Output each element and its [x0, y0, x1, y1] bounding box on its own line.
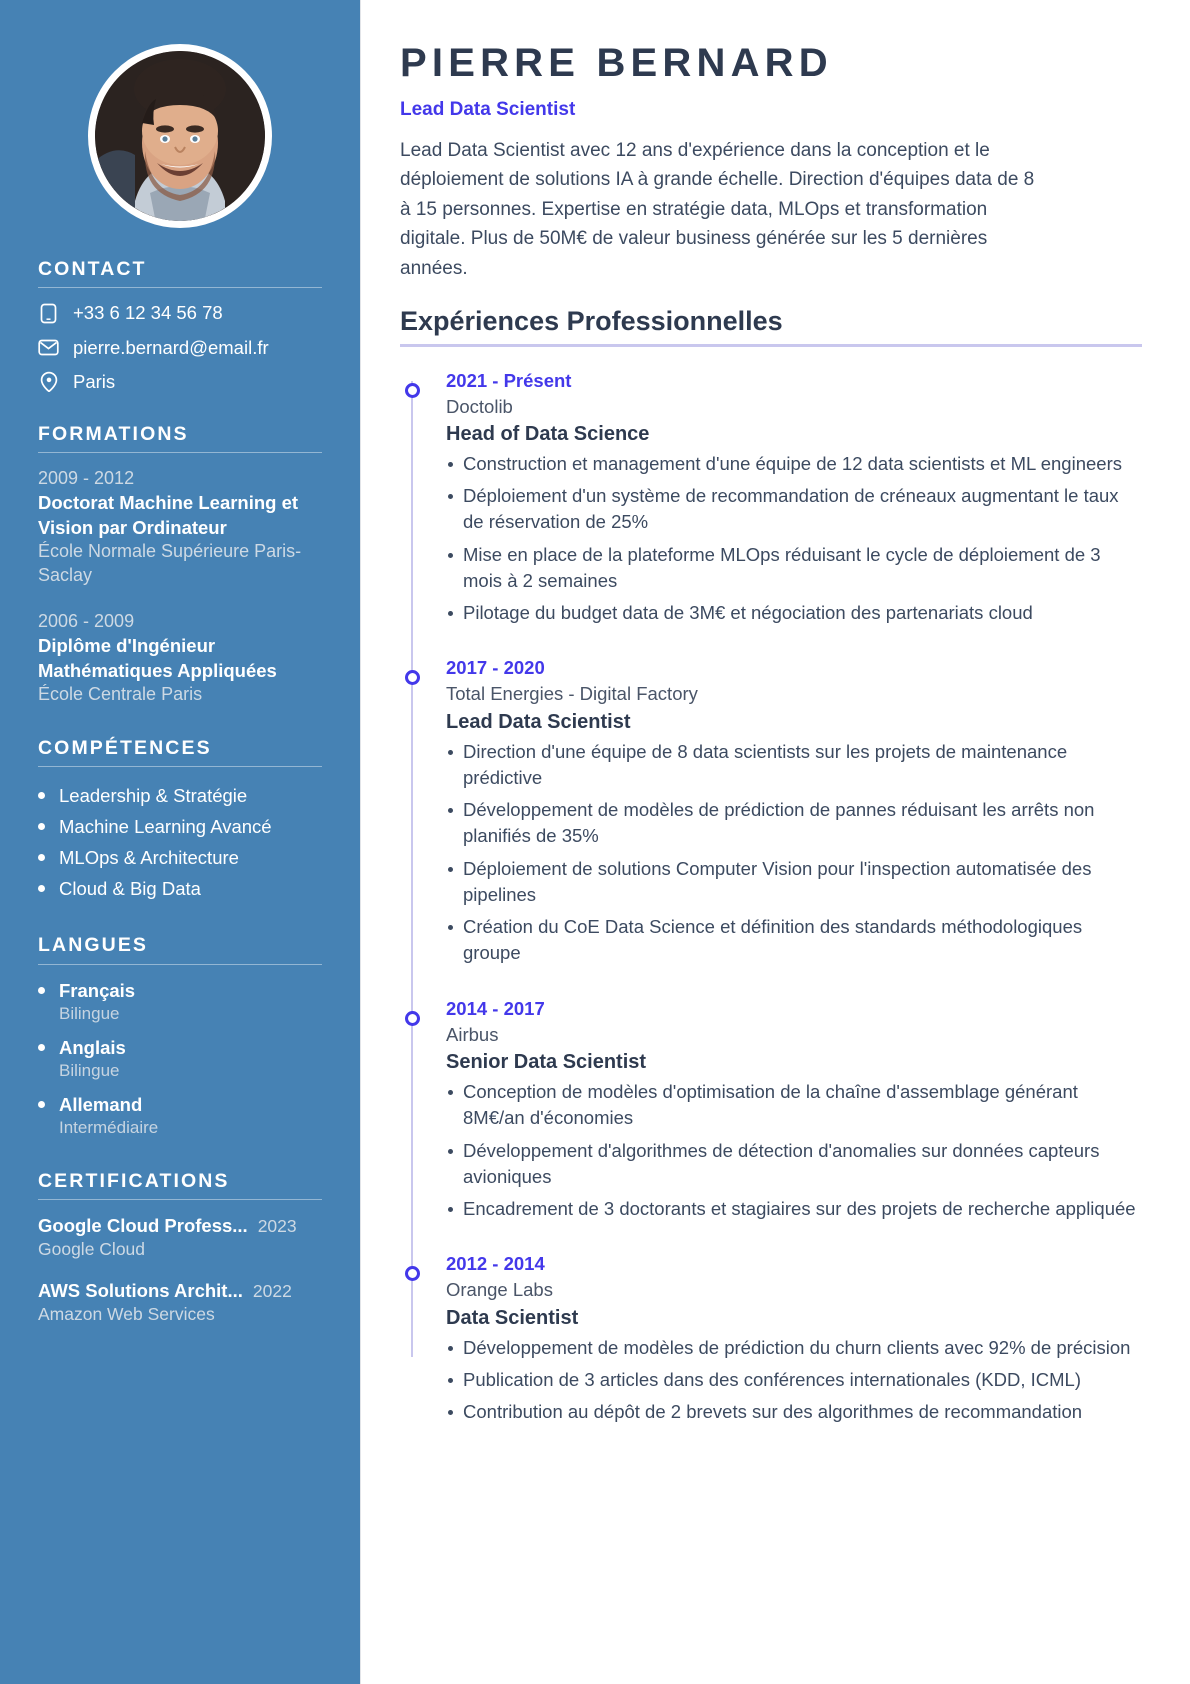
skill-label: Machine Learning Avancé: [59, 816, 272, 838]
experience-bullets: [446, 1335, 1142, 1426]
experience-item: [446, 369, 1142, 627]
experience-company: Airbus: [446, 1023, 499, 1045]
experience-item: [446, 656, 1142, 966]
experience-bullet: Déploiement d'un système de recommandation de créneaux augmentant le taux de réservation de 25%: [446, 483, 1142, 536]
education-item: [38, 610, 322, 707]
experience-title: Head of Data Science: [446, 422, 650, 445]
education-school: École Normale Supérieure Paris-Saclay: [38, 541, 302, 586]
contact-location[interactable]: [38, 371, 322, 393]
education-divider: [38, 452, 322, 453]
contact-divider: [38, 287, 322, 288]
experience-bullet: Mise en place de la plateforme MLOps réduisant le cycle de déploiement de 3 mois à 2 semaines: [446, 542, 1142, 595]
experience-bullet: Développement d'algorithmes de détection d'anomalies sur données capteurs avioniques: [446, 1138, 1142, 1191]
page-title: PIERRE BERNARD: [400, 41, 833, 85]
experience-date: 2012 - 2014: [446, 1253, 545, 1275]
experience-bullet: Création du CoE Data Science et définition des standards méthodologiques groupe: [446, 914, 1142, 967]
experience-company: Orange Labs: [446, 1279, 553, 1301]
experience-bullet: Construction et management d'une équipe de 12 data scientists et ML engineers: [446, 451, 1142, 477]
bullet-icon: [38, 854, 45, 861]
education-school: École Centrale Paris: [38, 684, 203, 705]
certification-issuer: Amazon Web Services: [38, 1304, 215, 1325]
experience-bullet: Développement de modèles de prédiction de pannes réduisant les arrêts non planifiés de 35%: [446, 797, 1142, 850]
language-name: Français: [59, 979, 136, 1001]
experience-title: Senior Data Scientist: [446, 1050, 647, 1073]
certifications-heading: CERTIFICATIONS: [38, 1169, 230, 1192]
skill-item: [38, 812, 322, 843]
education-degree: Doctorat Machine Learning et Vision par Ordinateur: [38, 492, 299, 538]
languages-divider: [38, 964, 322, 965]
skills-heading: COMPÉTENCES: [38, 737, 212, 760]
language-level: Bilingue: [59, 1060, 120, 1080]
experience-bullet: Publication de 3 articles dans des conférences internationales (KDD, ICML): [446, 1367, 1142, 1393]
sidebar-edge-divider: [360, 0, 382, 1684]
email-icon: [38, 337, 59, 358]
contact-section: [38, 258, 322, 393]
experience-bullet: Contribution au dépôt de 2 brevets sur des algorithmes de recommandation: [446, 1399, 1142, 1425]
bullet-icon: [38, 1101, 45, 1108]
experience-bullet: Conception de modèles d'optimisation de la chaîne d'assemblage générant 8M€/an d'économies: [446, 1079, 1142, 1132]
bullet-icon: [38, 885, 45, 892]
education-section: [38, 423, 322, 707]
experience-title: Data Scientist: [446, 1306, 579, 1329]
experience-company: Total Energies - Digital Factory: [446, 683, 698, 705]
experience-date: 2017 - 2020: [446, 657, 545, 679]
experience-bullets: [446, 739, 1142, 967]
experience-bullet: Direction d'une équipe de 8 data scientists sur les projets de maintenance prédictive: [446, 739, 1142, 792]
experience-bullets: [446, 1079, 1142, 1222]
bullet-icon: [38, 987, 45, 994]
education-heading: FORMATIONS: [38, 422, 189, 445]
experience-company: Doctolib: [446, 395, 513, 417]
experience-bullet: Développement de modèles de prédiction du churn clients avec 92% de précision: [446, 1335, 1142, 1361]
contact-heading: CONTACT: [38, 258, 147, 280]
skill-item: [38, 874, 322, 905]
skill-item: [38, 843, 322, 874]
bullet-icon: [38, 823, 45, 830]
experience-heading: Expériences Professionnelles: [400, 306, 783, 337]
language-item: [38, 1093, 322, 1140]
certification-issuer: Google Cloud: [38, 1239, 146, 1260]
certifications-section: [38, 1170, 322, 1327]
bullet-icon: [38, 792, 45, 799]
profile-summary: Lead Data Scientist avec 12 ans d'expérience dans la conception et le déploiement de solutions IA à grande échelle. Direction d'équipes data de 8 à 15 personnes. Expertise en stratégie data, MLOps et transformation digitale. Plus de 50M€ de valeur business générée sur les 5 dernières années.: [400, 139, 1035, 279]
phone-icon: [38, 303, 59, 324]
contact-phone-value: +33 6 12 34 56 78: [73, 302, 223, 324]
skills-section: [38, 737, 322, 904]
timeline-marker-icon: [405, 1266, 420, 1281]
certification-year: 2023: [257, 1215, 297, 1236]
language-level: Bilingue: [59, 1003, 120, 1023]
language-item: [38, 1036, 322, 1083]
experience-divider: [400, 344, 1142, 347]
main-content: [360, 0, 1190, 1684]
education-item: [38, 467, 322, 588]
contact-email-value: pierre.bernard@email.fr: [73, 336, 269, 358]
experience-item: [446, 1252, 1142, 1425]
experience-item: [446, 997, 1142, 1223]
certification-item: [38, 1279, 322, 1327]
languages-heading: LANGUES: [38, 934, 149, 957]
education-degree: Diplôme d'Ingénieur Mathématiques Appliquées: [38, 634, 277, 681]
experience-date: 2014 - 2017: [446, 997, 545, 1019]
education-date: 2006 - 2009: [38, 611, 135, 632]
bullet-icon: [38, 1044, 45, 1051]
education-date: 2009 - 2012: [38, 468, 135, 489]
profile-photo-illustration: [95, 51, 265, 221]
certification-year: 2022: [252, 1281, 292, 1301]
certification-name: Google Cloud Profess...: [38, 1214, 248, 1236]
experience-bullet: Pilotage du budget data de 3M€ et négociation des partenariats cloud: [446, 600, 1142, 626]
avatar-container: [38, 0, 322, 234]
skill-label: Leadership & Stratégie: [59, 785, 248, 807]
contact-phone[interactable]: [38, 302, 322, 324]
sidebar: [0, 0, 360, 1684]
timeline-line: [411, 381, 413, 1358]
skill-label: Cloud & Big Data: [59, 877, 201, 899]
job-role-subtitle: Lead Data Scientist: [400, 99, 576, 121]
experience-bullet: Encadrement de 3 doctorants et stagiaires sur des projets de recherche appliquée: [446, 1196, 1142, 1222]
experience-bullets: [446, 451, 1142, 627]
skill-item: [38, 781, 322, 812]
certification-item: [38, 1214, 322, 1262]
experience-date: 2021 - Présent: [446, 369, 572, 391]
timeline-marker-icon: [405, 383, 420, 398]
skills-divider: [38, 766, 322, 767]
certification-name: AWS Solutions Archit...: [38, 1280, 243, 1301]
experience-timeline: [400, 369, 1142, 1426]
contact-email[interactable]: [38, 337, 322, 359]
skill-label: MLOps & Architecture: [59, 846, 239, 868]
timeline-marker-icon: [405, 670, 420, 685]
location-icon: [38, 371, 59, 392]
languages-section: [38, 934, 322, 1139]
language-name: Anglais: [59, 1036, 126, 1058]
experience-bullet: Déploiement de solutions Computer Vision pour l'inspection automatisée des pipelines: [446, 856, 1142, 909]
experience-title: Lead Data Scientist: [446, 710, 631, 733]
avatar: [88, 44, 272, 228]
language-level: Intermédiaire: [59, 1117, 159, 1137]
language-name: Allemand: [59, 1093, 143, 1115]
language-item: [38, 979, 322, 1026]
contact-location-value: Paris: [73, 370, 116, 392]
timeline-marker-icon: [405, 1011, 420, 1026]
certifications-divider: [38, 1199, 322, 1200]
